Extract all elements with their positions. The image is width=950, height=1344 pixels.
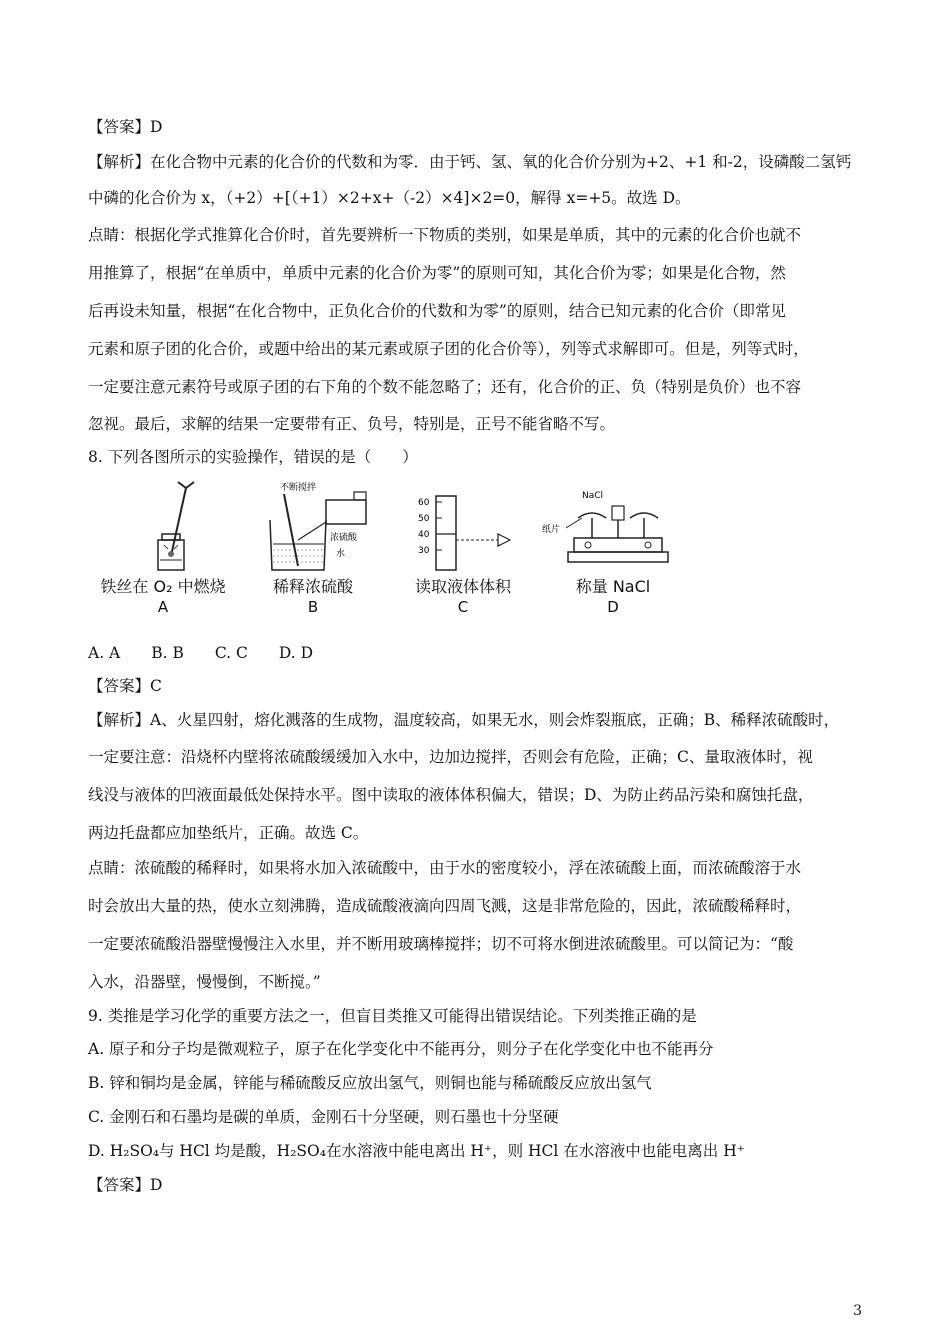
figure-a-letter: A xyxy=(157,598,169,616)
tick-50: 50 xyxy=(418,514,430,524)
analysis-q7-line-2: 中磷的化合价为 x，（+2）+[（+1）×2+x+（-2）×4]×2=0，解得 x=+5。故选 D。 xyxy=(88,189,691,207)
tip-q7-line-6: 忽视。最后，求解的结果一定要带有正、负号，特别是，正号不能省略不写。 xyxy=(88,415,616,433)
question-9-option-b: B. 锌和铜均是金属，锌能与稀硫酸反应放出氢气，则铜也能与稀硫酸反应放出氢气 xyxy=(88,1074,652,1092)
figure-d-weigh-nacl xyxy=(538,478,688,628)
question-8: 8. 下列各图所示的实验操作，错误的是（ ） xyxy=(88,448,418,466)
tip-q8-line-1: 点睛：浓硫酸的稀释时，如果将水加入浓硫酸中，由于水的密度较小，浮在浓硫酸上面，而浓硫酸溶于水 xyxy=(88,859,802,877)
question-9-option-d: D. H₂SO₄与 HCl 均是酸，H₂SO₄在水溶液中能电离出 H⁺，则 HCl 在水溶液中也能电离出 H⁺ xyxy=(88,1142,745,1160)
analysis-q8-line-2: 一定要注意：沿烧杯内壁将浓硫酸缓缓加入水中，边加边搅拌，否则会有危险，正确；C、量取液体时，视 xyxy=(88,748,813,766)
tip-q7-line-3: 后再设未知量，根据“在化合物中，正负化合价的代数和为零”的原则，结合已知元素的化合价（即常见 xyxy=(88,302,786,320)
tick-30: 30 xyxy=(418,546,430,556)
balance-drawing xyxy=(538,478,688,574)
label-water: 水 xyxy=(336,549,346,559)
tip-q7-line-4: 元素和原子团的化合价，或题中给出的某元素或原子团的化合价等），列等式求解即可。但是，列等式时， xyxy=(88,340,809,358)
tip-q8-line-3: 一定要浓硫酸沿器壁慢慢注入水里，并不断用玻璃棒搅拌；切不可将水倒进浓硫酸里。可以简记为：“酸 xyxy=(88,935,794,953)
label-stir: 不断搅拌 xyxy=(280,483,317,493)
analysis-q8-line-4: 两边托盘都应加垫纸片，正确。故选 C。 xyxy=(88,824,369,842)
figure-b-caption: 稀释浓硫酸 xyxy=(272,577,353,596)
read-volume-drawing xyxy=(388,478,538,574)
figure-c-caption: 读取液体体积 xyxy=(414,577,511,596)
tip-q8-line-4: 入水，沿器壁，慢慢倒，不断搅。” xyxy=(88,973,321,991)
tick-60: 60 xyxy=(418,498,430,508)
figure-c-letter: C xyxy=(457,598,469,616)
page-number: 3 xyxy=(853,1303,862,1319)
answer-q7: 【答案】D xyxy=(88,118,163,136)
dilute-acid-drawing xyxy=(238,478,388,574)
label-acid: 浓硫酸 xyxy=(330,533,358,543)
iron-burning-drawing xyxy=(88,478,238,574)
analysis-q8-line-3: 线没与液体的凹液面最低处保持水平。图中读取的液体体积偏大，错误；D、为防止药品污染和腐蚀托盘， xyxy=(88,786,814,804)
analysis-q7-line-1: 【解析】在化合物中元素的化合价的代数和为零．由于钙、氢、氧的化合价分别为+2、+1 和-2，设磷酸二氢钙 xyxy=(88,153,852,171)
question-8-options: A. A B. B C. C D. D xyxy=(88,644,314,662)
figure-a-caption: 铁丝在 O₂ 中燃烧 xyxy=(100,577,226,596)
tick-40: 40 xyxy=(418,530,430,540)
experiment-figure xyxy=(88,478,688,628)
figure-b-letter: B xyxy=(307,598,319,616)
tip-q8-line-2: 时会放出大量的热，使水立刻沸腾，造成硫酸液滴向四周飞溅，这是非常危险的，因此，浓硫酸稀释时， xyxy=(88,897,802,915)
figure-a-iron-burning xyxy=(88,478,238,628)
question-9: 9. 类推是学习化学的重要方法之一，但盲目类推又可能得出错误结论。下列类推正确的是 xyxy=(88,1007,697,1025)
tip-q7-line-2: 用推算了，根据“在单质中，单质中元素的化合价为零”的原则可知，其化合价为零；如果是化合物，然 xyxy=(88,264,786,282)
figure-d-letter: D xyxy=(607,598,619,616)
label-nacl: NaCl xyxy=(582,491,604,501)
figure-c-read-volume xyxy=(388,478,538,628)
question-9-option-a: A. 原子和分子均是微观粒子，原子在化学变化中不能再分，则分子在化学变化中也不能再分 xyxy=(88,1040,714,1058)
question-9-option-c: C. 金刚石和石墨均是碳的单质，金刚石十分坚硬，则石墨也十分坚硬 xyxy=(88,1108,559,1126)
figure-d-caption: 称量 NaCl xyxy=(575,577,651,596)
analysis-q8-line-1: 【解析】A、火星四射，熔化溅落的生成物，温度较高，如果无水，则会炸裂瓶底，正确；B、稀释浓硫酸时， xyxy=(88,711,840,729)
tip-q7-line-1: 点睛：根据化学式推算化合价时，首先要辨析一下物质的类别，如果是单质，其中的元素的化合价也就不 xyxy=(88,226,802,244)
answer-q8: 【答案】C xyxy=(88,677,162,695)
label-paper: 纸片 xyxy=(542,525,561,535)
figure-b-dilute-acid xyxy=(238,478,388,628)
answer-q9: 【答案】D xyxy=(88,1176,163,1194)
tip-q7-line-5: 一定要注意元素符号或原子团的右下角的个数不能忽略了；还有，化合价的正、负（特别是负价）也不容 xyxy=(88,378,802,396)
